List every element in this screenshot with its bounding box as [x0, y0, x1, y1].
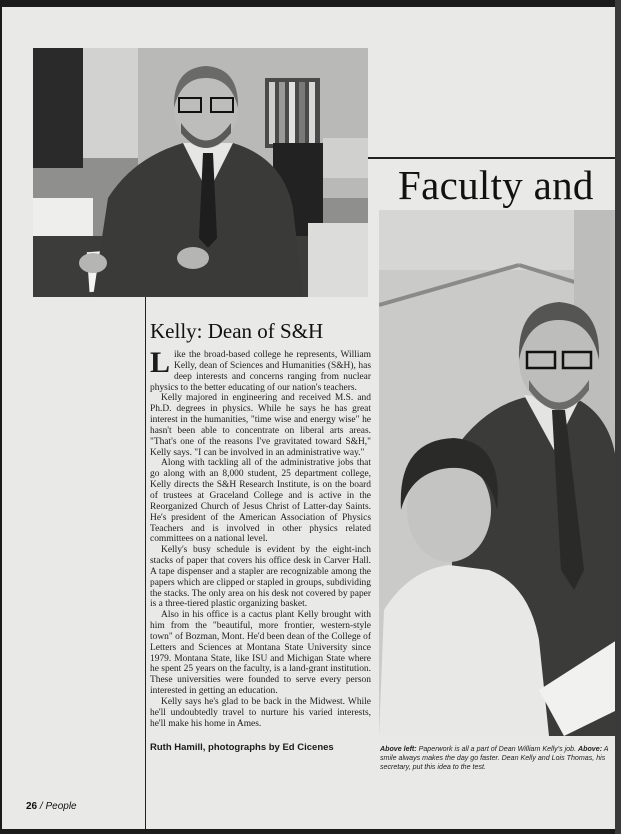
photo-kelly-and-secretary	[379, 210, 615, 736]
photo-kelly-at-desk-image	[33, 48, 368, 297]
article-title: Kelly: Dean of S&H	[150, 319, 324, 343]
caption-text-above: A smile always makes the day go faster. Dean Kelly and Lois Thomas, his secretary, put this idea to the test.	[380, 745, 609, 772]
photo-kelly-at-desk	[33, 48, 368, 297]
article-paragraph-1-text: ike the broad-based college he represents, William Kelly, dean of Sciences and Humanities (S&H), has deep interests and concerns ranging from nuclear physics to the better educating of our nation's teachers.	[150, 350, 371, 393]
column-rule	[145, 297, 146, 829]
article-paragraph-5: Also in his office is a cactus plant Kelly brought with him from the "beautiful, more frontier, western-style town" of Bozman, Mont. He'd been dean of the College of Letters and Sciences at Montana State University since 1979. Montana State, like ISU and Michigan State where he spent 25 years on the faculty, is a land-grant institution. These universities were founded to serve every person interested in getting an education.	[150, 610, 371, 697]
section-name: / People	[37, 801, 77, 812]
article-paragraph-6: Kelly says he's glad to be back in the Midwest. While he'll undoubtedly travel to nurture his varied interests, he'll make his home in Ames.	[150, 697, 371, 729]
article-paragraph-2: Kelly majored in engineering and received M.S. and Ph.D. degrees in physics. While he says he has great interest in the humanities, "time wise and energy wise" he hasn't been able to concentrate on liberal arts areas. "That's one of the reasons I've gravitated toward S&H," Kelly says. "I can be involved in an administrative way."	[150, 393, 371, 458]
article-body	[150, 346, 371, 730]
section-headline: Faculty and	[398, 162, 594, 208]
page-number: 26	[26, 801, 38, 812]
article-paragraph-3: Along with tackling all of the administrative jobs that go along with an 8,000 student, 25 department college, Kelly directs the S&H Research Institute, is on the board of trustees at Graceland College and is active in the Reorganized Church of Jesus Christ of Latter-day Saints. He's president of the American Association of Physics Teachers and is involved in other physics related committees on a national level.	[150, 458, 371, 545]
article-paragraph-4: Kelly's busy schedule is evident by the eight-inch stacks of paper that covers his office desk in Carver Hall. A tape dispenser and a stapler are recognizable among the papers which are clipped or stapled in groups, subdividing the stacks. The only area on his desk not covered by paper is a three-tiered plastic organizing basket.	[150, 545, 371, 610]
caption-label-above-left: Above left:	[380, 745, 417, 753]
article	[150, 318, 371, 753]
drop-cap: L	[150, 346, 171, 379]
photo-caption	[380, 745, 615, 773]
caption-label-above: Above:	[578, 745, 603, 753]
page-folio	[26, 801, 77, 812]
photo-kelly-and-secretary-image	[379, 210, 615, 736]
byline: Ruth Hamill, photographs by Ed Cicenes	[150, 741, 334, 753]
caption-text-above-left: Paperwork is all a part of Dean William Kelly's job.	[416, 745, 579, 753]
page-edge-shadow	[615, 0, 621, 834]
article-paragraph-1	[150, 346, 371, 393]
magazine-page	[2, 7, 615, 829]
